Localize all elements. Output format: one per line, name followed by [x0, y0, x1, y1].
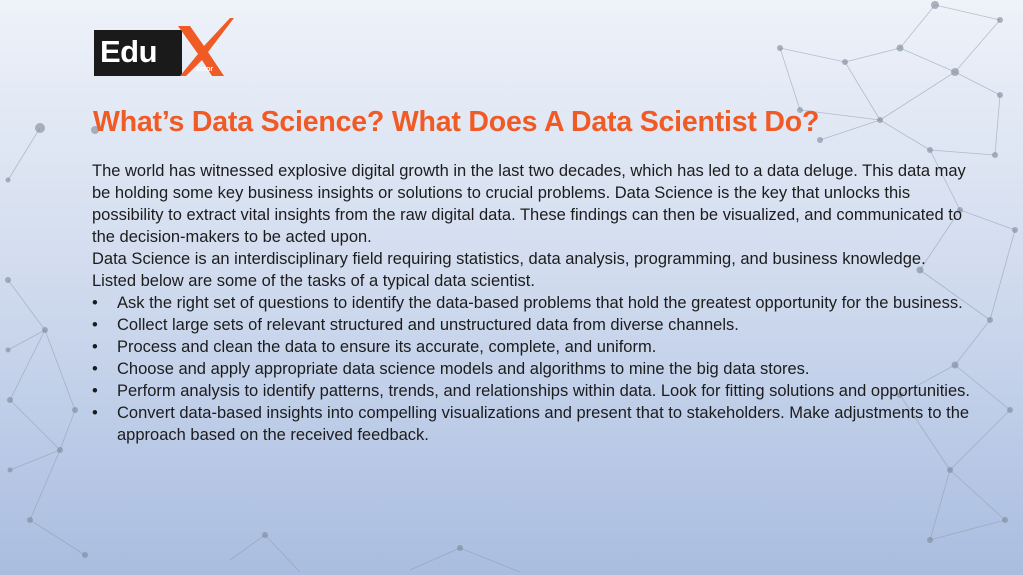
task-text: Convert data-based insights into compelling visualizations and present that to stakeholders. Make adjustments to the approach based on the received feedback. — [117, 404, 970, 444]
intro-paragraph: The world has witnessed explosive digital growth in the last two decades, which has led to a data deluge. This data may be holding some key business insights or solutions to crucial problems. Data Science is the key that unlocks this possibility to extract vital insights from the raw digital data. These findings can then be visualized, and communicated to the decision-makers to be acted upon. — [92, 162, 966, 246]
list-item — [92, 402, 972, 446]
list-item — [92, 314, 972, 336]
bullet: • — [92, 316, 98, 334]
bullet: • — [92, 360, 98, 378]
task-list — [92, 292, 972, 446]
task-text: Perform analysis to identify patterns, trends, and relationships within data. Look for fitting solutions and opportunities. — [117, 382, 970, 400]
task-text: Collect large sets of relevant structured and unstructured data from diverse channels. — [117, 316, 739, 334]
logo-brand-text: Edu — [100, 34, 158, 69]
logo-sub-text: actor — [196, 66, 214, 73]
task-text: Process and clean the data to ensure its accurate, complete, and uniform. — [117, 338, 657, 356]
body-content — [92, 160, 972, 446]
edux-logo — [94, 18, 234, 80]
list-item — [92, 336, 972, 358]
bullet: • — [92, 404, 98, 422]
list-item — [92, 358, 972, 380]
task-text: Ask the right set of questions to identify the data-based problems that hold the greatest opportunity for the business. — [117, 294, 963, 312]
list-item — [92, 380, 972, 402]
tasks-intro: Listed below are some of the tasks of a typical data scientist. — [92, 272, 535, 290]
bullet: • — [92, 294, 98, 312]
bullet: • — [92, 338, 98, 356]
list-item — [92, 292, 972, 314]
page-title: What’s Data Science? What Does A Data Scientist Do? — [93, 106, 820, 138]
definition-paragraph: Data Science is an interdisciplinary field requiring statistics, data analysis, programming, and business knowledge. — [92, 250, 926, 268]
task-text: Choose and apply appropriate data science models and algorithms to mine the big data stores. — [117, 360, 810, 378]
bullet: • — [92, 382, 98, 400]
